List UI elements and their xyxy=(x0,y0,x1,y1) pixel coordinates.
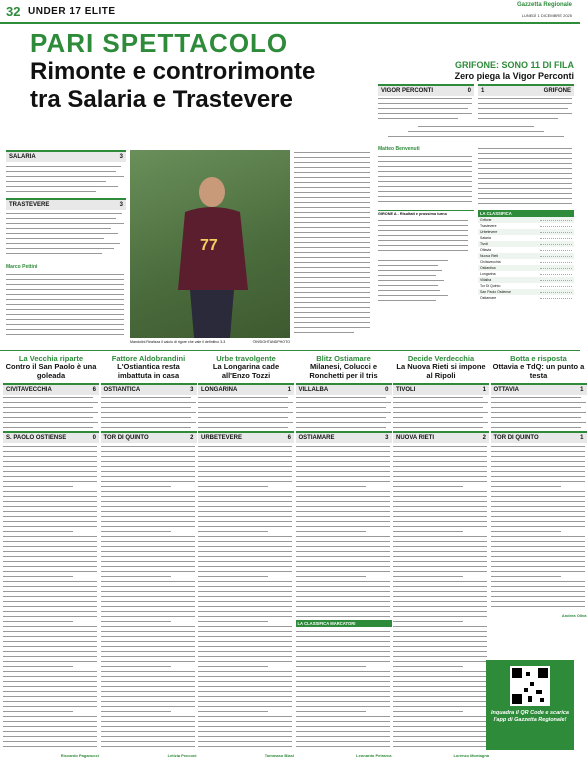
standings-stats xyxy=(540,285,572,287)
standings-table xyxy=(478,210,574,301)
match-headline: La Nuova Rieti si impone al Ripoli xyxy=(396,362,486,380)
article-author: Letizia Pecconi xyxy=(167,753,197,758)
team-name: CIVITAVECCHIA xyxy=(6,387,52,393)
score-box-home xyxy=(101,383,197,395)
team-score: 1 xyxy=(481,88,485,94)
lineup-text xyxy=(3,395,99,431)
grifone-author: Matteo Benvenuti xyxy=(378,146,420,152)
qr-text: Inquadra il QR Code e scarica l'app di Gazzetta Regionale! xyxy=(491,710,569,723)
lineup-text xyxy=(6,162,126,196)
score-box-grifone xyxy=(478,84,574,96)
score-box-trastevere xyxy=(6,198,126,210)
team-name: URBETEVERE xyxy=(201,435,243,441)
match-kicker: La Vecchia riparte xyxy=(18,354,84,363)
lineup-text xyxy=(393,395,489,431)
lead-author: Marco Pettini xyxy=(6,264,38,270)
team-score: 3 xyxy=(385,435,389,441)
article-body xyxy=(491,443,587,613)
standings-stats xyxy=(540,255,572,257)
lineup-text xyxy=(101,395,197,431)
lead-headline-line2: tra Salaria e Trastevere xyxy=(30,86,293,113)
score-box-vigor-perconti xyxy=(378,84,474,96)
match-kicker: Botta e risposta xyxy=(510,354,567,363)
match-headline: Contro il San Paolo è una goleada xyxy=(5,362,97,380)
score-box-salaria xyxy=(6,150,126,162)
standings-team: Grifone xyxy=(480,218,492,222)
standings-team: Ostiamare xyxy=(480,296,497,300)
standings-team: Longarina xyxy=(480,272,496,276)
score-box-away xyxy=(101,431,197,443)
standings-stats xyxy=(540,225,572,227)
scorers-table-title: LA CLASSIFICA MARCATORI xyxy=(296,620,392,627)
team-score: 6 xyxy=(92,387,96,393)
match-headline: Ottavia e TdQ: un punto a testa xyxy=(492,362,585,380)
team-name: S. PAOLO OSTIENSE xyxy=(6,435,67,441)
lead-headline-line1: Rimonte e controrimonte xyxy=(30,58,316,85)
page-number: 32 xyxy=(6,4,21,19)
article-body xyxy=(101,443,197,753)
score-box-home xyxy=(198,383,294,395)
article-author: Lorenzo Montagna xyxy=(453,753,489,758)
photo-credit: ©INSIGHTANDPHOTO xyxy=(252,340,290,344)
team-score: 0 xyxy=(467,88,471,94)
team-score: 3 xyxy=(119,202,123,208)
standings-team: Ottavia xyxy=(480,248,492,252)
standings-stats xyxy=(540,249,572,251)
standings-stats xyxy=(540,261,572,263)
qr-code-icon xyxy=(510,666,550,706)
standings-stats xyxy=(540,297,572,299)
match-report-2 xyxy=(101,352,197,772)
article-body xyxy=(3,443,99,753)
team-name: TRASTEVERE xyxy=(9,202,50,208)
score-box-home xyxy=(393,383,489,395)
team-score: 3 xyxy=(190,387,194,393)
match-headline: Milanesi, Colucci e Ronchetti per il tris xyxy=(309,362,378,380)
lineup-text xyxy=(296,395,392,431)
score-box-away xyxy=(491,431,587,443)
team-name: VILLALBA xyxy=(298,387,329,393)
team-name: VIGOR PERCONTI xyxy=(381,88,434,94)
grifone-lineups xyxy=(378,96,574,142)
standings-team: Tor Di Quinto xyxy=(480,284,501,288)
team-name: NUOVA RIETI xyxy=(396,435,435,441)
standings-team: Urbetevere xyxy=(480,230,498,234)
standings-team: Nuova Rieti xyxy=(480,254,499,258)
standings-team: Tivoli xyxy=(480,242,489,246)
team-score: 1 xyxy=(482,387,486,393)
match-report-3 xyxy=(198,352,294,772)
team-score: 2 xyxy=(190,435,194,441)
match-kicker: Fattore Aldobrandini xyxy=(111,354,186,363)
match-kicker: Blitz Ostiamare xyxy=(316,354,371,363)
article-author: Tommaso Blasi xyxy=(264,753,294,758)
team-name: LONGARINA xyxy=(201,387,238,393)
team-name: SALARIA xyxy=(9,154,36,160)
team-name: GRIFONE xyxy=(543,88,571,94)
score-box-home xyxy=(3,383,99,395)
grifone-body-col2 xyxy=(478,146,574,206)
standings-stats xyxy=(540,267,572,269)
svg-text:77: 77 xyxy=(200,237,218,254)
standings-team: Civitavecchia xyxy=(480,260,501,264)
match-kicker: Decide Verdecchia xyxy=(407,354,475,363)
team-name: OSTIAMARE xyxy=(298,435,335,441)
lineup-text xyxy=(491,395,587,431)
standings-team: Ostiantica xyxy=(480,266,496,270)
standings-title: LA CLASSIFICA xyxy=(478,210,574,217)
score-box-away xyxy=(3,431,99,443)
team-score: 6 xyxy=(287,435,291,441)
lead-body-col2 xyxy=(294,150,372,342)
standings-team: Villalba xyxy=(480,278,492,282)
team-score: 2 xyxy=(482,435,486,441)
standings-stats xyxy=(540,291,572,293)
match-report-4 xyxy=(296,352,392,772)
team-score: 1 xyxy=(580,435,584,441)
grifone-headline: Zero piega la Vigor Perconti xyxy=(454,71,574,81)
team-name: TOR DI QUINTO xyxy=(103,435,149,441)
match-report-5 xyxy=(393,352,489,772)
standings-team: Salaria xyxy=(480,236,491,240)
standings-stats xyxy=(540,231,572,233)
lead-photo xyxy=(130,150,290,338)
lead-kicker: PARI SPETTACOLO xyxy=(30,28,289,58)
standings-rows xyxy=(478,217,574,301)
group-results-list xyxy=(378,218,474,348)
match-headline: La Longarina cade all'Enzo Tozzi xyxy=(212,362,280,380)
team-name: TIVOLI xyxy=(396,387,416,393)
team-name: OSTIANTICA xyxy=(103,387,141,393)
team-score: 1 xyxy=(580,387,584,393)
player-silhouette-icon xyxy=(130,150,290,338)
article-body xyxy=(198,443,294,753)
team-score: 3 xyxy=(119,154,123,160)
section-title: UNDER 17 ELITE xyxy=(28,6,116,17)
match-report-1 xyxy=(3,352,99,772)
lead-body-col1 xyxy=(6,272,126,342)
page-header xyxy=(0,0,580,24)
article-author: Riccardo Paganucci xyxy=(60,753,99,758)
team-name: OTTAVIA xyxy=(493,387,519,393)
standings-team: San Paolo Ostiense xyxy=(480,290,511,294)
standings-team: Trastevere xyxy=(480,224,497,228)
qr-promo[interactable] xyxy=(486,660,574,750)
article-author: Andrea Oliva xyxy=(561,613,587,618)
score-box-home xyxy=(491,383,587,395)
standings-stats xyxy=(540,279,572,281)
standings-stats xyxy=(540,273,572,275)
group-results-label: GIRONE A - Risultati e prossimo turno xyxy=(378,210,474,216)
team-name: TOR DI QUINTO xyxy=(493,435,539,441)
match-kicker: Urbe travolgente xyxy=(216,354,276,363)
match-headline: L'Ostiantica resta imbattuta in casa xyxy=(117,362,180,380)
article-body xyxy=(296,443,392,753)
score-box-away xyxy=(296,431,392,443)
standings-stats xyxy=(540,243,572,245)
standings-row xyxy=(478,295,574,301)
caption-text: Mandolini Realizza il calcio di rigore che vale il definitivo 3-3 xyxy=(130,340,226,344)
issue-date: LUNEDÌ 1 DICEMBRE 2025 xyxy=(521,13,572,18)
publication-logo: Gazzetta Regionale xyxy=(516,2,572,8)
score-box-home xyxy=(296,383,392,395)
standings-stats xyxy=(540,237,572,239)
score-box-away xyxy=(393,431,489,443)
team-score: 0 xyxy=(92,435,96,441)
standings-stats xyxy=(540,219,572,221)
grifone-kicker: GRIFONE: SONO 11 DI FILA xyxy=(454,60,574,70)
article-author: Leonardo Petrarca xyxy=(356,753,392,758)
lineup-text xyxy=(198,395,294,431)
article-body xyxy=(393,443,489,753)
lineup-text xyxy=(6,210,126,262)
grifone-body-col1 xyxy=(378,154,474,206)
team-score: 1 xyxy=(287,387,291,393)
score-box-away xyxy=(198,431,294,443)
match-report-6 xyxy=(491,352,587,652)
team-score: 0 xyxy=(385,387,389,393)
photo-caption xyxy=(130,340,290,344)
